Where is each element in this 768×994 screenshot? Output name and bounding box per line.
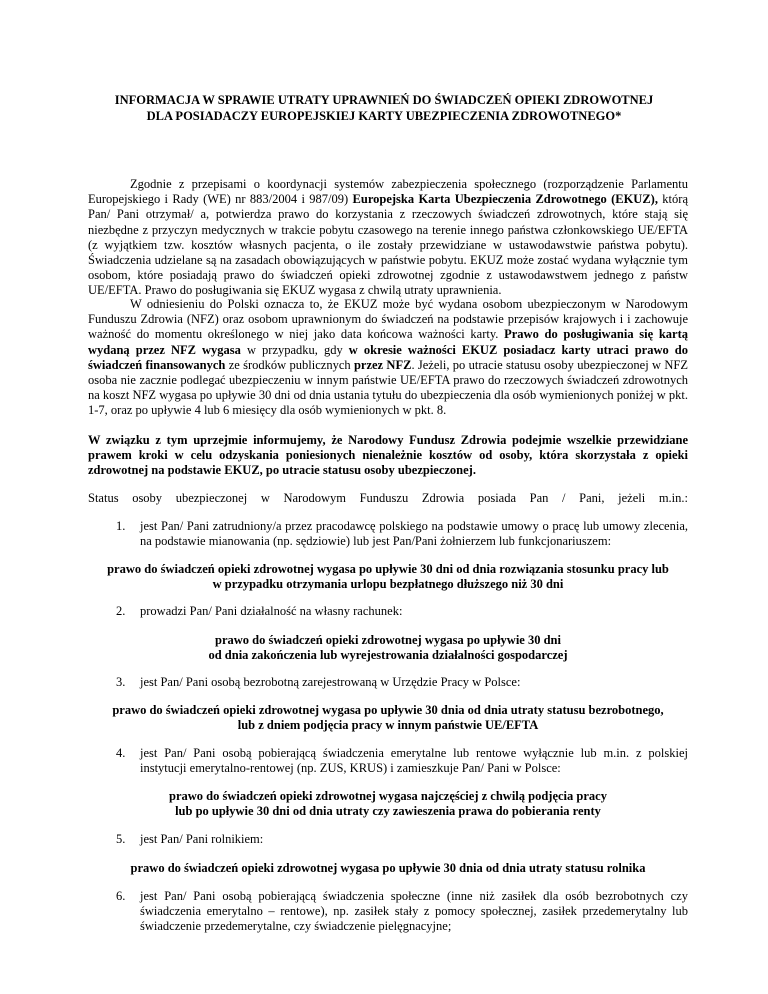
rule-item-3: [88, 703, 688, 733]
paragraph-recovery-notice: W związku z tym uprzejmie informujemy, że Narodowy Fundusz Zdrowia podejmie wszelkie przewidziane prawem kroki w celu odzyskania poniesionych nienależnie kosztów od osoby, która skorzystała z opieki zdrowotnej na podstawie EKUZ, po utracie statusu osoby ubezpieczonej.: [88, 433, 688, 478]
rule-item-4: [88, 789, 688, 819]
list-item-text: prowadzi Pan/ Pani działalność na własny rachunek:: [140, 604, 403, 618]
rule-line-1: prawo do świadczeń opieki zdrowotnej wygasa po upływie 30 dni: [215, 633, 561, 647]
list-item-4: [88, 746, 688, 776]
title-line-2: DLA POSIADACZY EUROPEJSKIEJ KARTY UBEZPIECZENIA ZDROWOTNEGO*: [146, 108, 622, 123]
p1-bold-ekuz: Europejska Karta Ubezpieczenia Zdrowotnego (EKUZ),: [352, 192, 658, 207]
paragraph-poland: [88, 297, 688, 419]
p1-text-c: którą Pan/ Pani otrzymał/ a, potwierdza prawo do korzystania z rzeczowych świadczeń zdrowotnych, które stają się niezbędne z przyczyn medycznych w trakcie pobytu czasowego na terenie innego państwa członkowskiego UE/EFTA (z wyjątkiem tzw. kosztów własnych pacjenta, o ile zostały przewidziane w ustawodawstwie państwa pobytu). Świadczenia udzielane są na zasadach obowiązujących w państwie pobytu. EKUZ może zostać wydana wyłącznie tym osobom, które posiadają prawo do świadczeń opieki zdrowotnej zgodnie z ustawodawstwem jednego z państw UE/EFTA. Prawo do posługiwania się EKUZ wygasa z chwilą utraty uprawnienia.: [88, 192, 688, 298]
title-line-1: INFORMACJA W SPRAWIE UTRATY UPRAWNIEŃ DO ŚWIADCZEŃ OPIEKI ZDROWOTNEJ: [114, 93, 654, 107]
list-item-6: [88, 889, 688, 935]
rule-line-2: lub po upływie 30 dni od dnia utraty czy zawieszenia prawa do pobierania renty: [175, 804, 601, 819]
p2-bold-d: w okresie ważności EKUZ posiadacz karty utraci prawo do świadczeń finansowanych: [88, 342, 688, 372]
paragraph-ekuz-intro: [88, 177, 688, 299]
p2-bold-f: przez NFZ: [353, 357, 412, 372]
rule-line-1: prawo do świadczeń opieki zdrowotnej wygasa po upływie 30 dni od dnia rozwiązania stosunku pracy lub: [107, 562, 669, 576]
list-item-number: 6.: [116, 889, 126, 903]
rule-line-2: w przypadku otrzymania urlopu bezpłatnego dłuższego niż 30 dni: [212, 577, 564, 592]
list-item-number: 2.: [116, 604, 126, 618]
rule-line-1: prawo do świadczeń opieki zdrowotnej wygasa najczęściej z chwilą podjęcia pracy: [169, 789, 607, 803]
rule-line-2: lub z dniem podjęcia pracy w innym państwie UE/EFTA: [237, 718, 539, 733]
rule-line-1: prawo do świadczeń opieki zdrowotnej wygasa po upływie 30 dnia od dnia utraty statusu rolnika: [130, 861, 646, 875]
rule-line-1: prawo do świadczeń opieki zdrowotnej wygasa po upływie 30 dnia od dnia utraty statusu bezrobotnego,: [112, 703, 664, 717]
list-item-number: 3.: [116, 675, 126, 689]
list-item-text: jest Pan/ Pani osobą bezrobotną zarejestrowaną w Urzędzie Pracy w Polsce:: [140, 675, 521, 689]
list-item-text: jest Pan/ Pani zatrudniony/a przez pracodawcę polskiego na podstawie umowy o pracę lub umowy zlecenia, na podstawie mianowania (np. sędziowie) lub jest Pan/Pani żołnierzem lub funkcjonariuszem:: [140, 519, 688, 549]
list-item-5: [88, 832, 688, 847]
p2-text-e: ze środków publicznych: [225, 357, 354, 372]
list-item-number: 1.: [116, 519, 126, 533]
list-item-3: [88, 675, 688, 690]
list-item-number: 5.: [116, 832, 126, 846]
rule-item-5: [88, 861, 688, 876]
p2-text-a: W odniesieniu do Polski oznacza to, że EKUZ może być wydana osobom ubezpieczonym w Narodowym Funduszu Zdrowia (NFZ) oraz osobom uprawnionym do świadczeń na podstawie przepisów krajowych i i zachowuje ważność do momentu określonego w niej jako data końcowa ważności karty.: [88, 297, 688, 342]
p2-text-c: w przypadku, gdy: [240, 342, 349, 357]
list-item-2: [88, 604, 688, 619]
list-item-text: jest Pan/ Pani rolnikiem:: [140, 832, 264, 846]
paragraph-status-intro: Status osoby ubezpieczonej w Narodowym Funduszu Zdrowia posiada Pan / Pani, jeżeli m.in.:: [88, 491, 688, 505]
list-item-1: [88, 519, 688, 549]
list-item-number: 4.: [116, 746, 126, 760]
rule-line-2: od dnia zakończenia lub wyrejestrowania działalności gospodarczej: [208, 648, 568, 663]
p2-bold-b: Prawo do posługiwania się kartą wydaną przez NFZ wygasa: [88, 327, 688, 357]
p2-text-g: . Jeżeli, po utracie statusu osoby ubezpieczonej w NFZ osoba nie zacznie podlegać ubezpieczeniu w innym państwie UE/EFTA prawo do rzeczowych świadczeń zdrowotnych na koszt NFZ wygasa po upływie 30 dni od dnia ustania tytułu do ubezpieczenia dla osób wymienionych poniżej w pkt. 1-7, oraz po upływie 4 lub 6 miesięcy dla osób wymienionych w pkt. 8.: [88, 357, 689, 418]
p1-text-a: Zgodnie z przepisami o koordynacji systemów zabezpieczenia społecznego (rozporządzenie Parlamentu Europejskiego i Rady (WE) nr 883/2004 i 987/09): [88, 177, 688, 207]
document-title: [60, 93, 708, 124]
list-item-text: jest Pan/ Pani osobą pobierającą świadczenia emerytalne lub rentowe wyłącznie lub m.in. z polskiej instytucji emerytalno-rentowej (np. ZUS, KRUS) i zamieszkuje Pan/ Pani w Polsce:: [140, 746, 688, 776]
rule-item-2: [88, 633, 688, 663]
rule-item-1: [88, 562, 688, 592]
list-item-text: jest Pan/ Pani osobą pobierającą świadczenia społeczne (inne niż zasiłek dla osób bezrobotnych czy świadczenia emerytalno – rentowe), np. zasiłek stały z pomocy społecznej, zasiłek przedemerytalny lub świadczenie przedemerytalne, czy świadczenie pielęgnacyjne;: [140, 889, 688, 934]
